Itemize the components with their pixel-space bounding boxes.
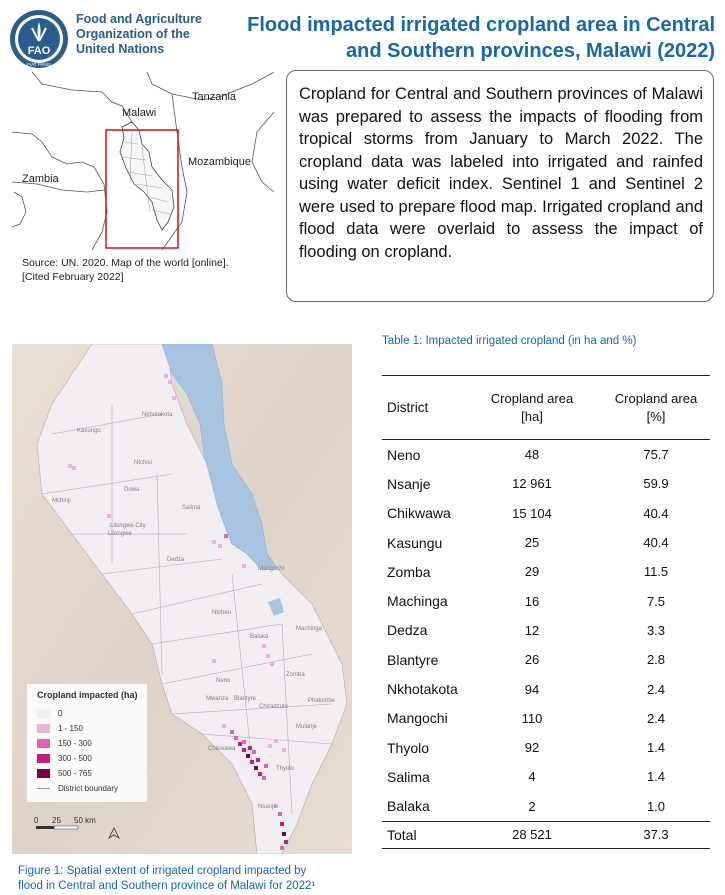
title-line-2: and Southern provinces, Malawi (2022): [346, 40, 715, 62]
table-row: [382, 440, 710, 469]
total-label: Total: [387, 826, 417, 843]
row-district: Mangochi: [387, 710, 448, 727]
source-line-1: Source: UN. 2020. Map of the world [online].: [22, 257, 229, 269]
page-title: [195, 12, 715, 64]
table-row: [382, 469, 710, 498]
row-district: Chikwawa: [387, 505, 451, 522]
row-area: 12 961: [512, 476, 552, 492]
place-label-nsanje: Nsanje: [258, 804, 277, 810]
table-caption: Table 1: Impacted irrigated cropland (in ha and %): [382, 335, 637, 347]
legend-label: 500 - 765: [58, 769, 92, 778]
row-pct: 7.5: [646, 593, 666, 609]
header-pct-line-2: [%]: [646, 408, 666, 424]
scale-tick-0: 0: [34, 816, 39, 825]
row-pct: 40.4: [643, 505, 669, 521]
place-label-mchinji: Mchinji: [52, 498, 71, 504]
place-label-nkhotakota: Nkhotakota: [142, 412, 173, 418]
legend-item: [37, 766, 147, 781]
place-label-thyolo: Thyolo: [276, 766, 295, 772]
row-district: Nkhotakota: [387, 681, 458, 698]
place-label-chiradzulu: Chiradzulu: [259, 704, 288, 710]
row-area: 110: [521, 710, 543, 726]
logo-motto: FIAT PANIS: [27, 62, 51, 67]
figure-caption-line-1: Figure 1: Spatial extent of irrigated cropland impacted by: [18, 865, 307, 877]
row-pct: 2.4: [646, 710, 666, 726]
description-text: Cropland for Central and Southern provinces of Malawi was prepared to assess the impacts of flooding from tropical storms from January to March 2022. The cropland data was labeled into irrigated and rainfed using water deficit index. Sentinel 1 and Sentinel 2 were used to prepare flood map. Irrigated cropland and flood data were overlaid to assess the impact of flooding on cropland.: [299, 85, 703, 261]
row-district: Dedza: [387, 622, 428, 639]
table-row: [382, 704, 710, 733]
table-row: [382, 616, 710, 645]
legend-title: Cropland impacted (ha): [37, 690, 138, 700]
label-mozambique: Mozambique: [188, 156, 251, 168]
row-area: 15 104: [512, 505, 552, 521]
description-box: [286, 70, 714, 302]
place-label-lilongwe: Lilongwe: [108, 531, 132, 537]
label-zambia: Zambia: [22, 173, 59, 185]
row-pct: 1.4: [646, 740, 666, 756]
place-label-dedza: Dedza: [167, 557, 185, 563]
table-row: [382, 586, 710, 615]
scale-tick-50: 50 km: [74, 816, 96, 825]
row-area: 4: [528, 769, 536, 785]
header-pct: [582, 390, 710, 426]
table-row: [382, 674, 710, 703]
impact-table: [382, 375, 710, 849]
legend-swatch: [37, 739, 50, 748]
org-line-2: Organization of the: [76, 27, 190, 41]
table-row: [382, 557, 710, 586]
inset-locator-map: [12, 72, 274, 250]
source-line-2: [Cited February 2022]: [22, 271, 124, 283]
place-label-phalombe: Phalombe: [308, 698, 336, 704]
row-area: 29: [524, 564, 540, 580]
table-row: [382, 733, 710, 762]
legend-item: [37, 781, 147, 796]
label-tanzania: Tanzania: [192, 91, 237, 103]
row-district: Neno: [387, 446, 421, 463]
header-pct-line-1: Cropland area: [614, 390, 698, 406]
row-area: 12: [524, 622, 540, 638]
row-district: Nsanje: [387, 475, 431, 492]
table-row: [382, 792, 710, 821]
header-area: [482, 390, 582, 426]
row-district: Balaka: [387, 798, 430, 815]
table-row: [382, 499, 710, 528]
north-arrow-icon: [109, 828, 119, 838]
legend-swatch: [37, 724, 50, 733]
row-area: 94: [524, 681, 540, 697]
row-pct: 75.7: [643, 447, 669, 463]
table-row: [382, 645, 710, 674]
legend-item: [37, 751, 147, 766]
legend-item: [37, 706, 147, 721]
org-line-1: Food and Agriculture: [76, 12, 202, 26]
legend-item: [37, 721, 147, 736]
total-area: 28 521: [512, 827, 552, 843]
row-district: Salima: [387, 768, 430, 785]
legend-swatch: [37, 754, 50, 763]
organization-name: [76, 12, 202, 57]
main-map: [12, 344, 352, 854]
table-total-row: [382, 821, 710, 849]
row-area: 2: [528, 798, 536, 814]
row-area: 16: [524, 593, 540, 609]
logo-text: FAO: [27, 45, 51, 57]
place-label-ntchisi: Ntchisi: [134, 460, 153, 466]
row-district: Blantyre: [387, 651, 439, 668]
table-header: [382, 376, 710, 440]
row-area: 25: [524, 535, 540, 551]
row-pct: 40.4: [643, 535, 669, 551]
legend-label: 150 - 300: [58, 739, 92, 748]
row-pct: 59.9: [643, 476, 669, 492]
figure-caption-line-2: flood in Central and Southern province of Malawi for 2022¹: [18, 880, 316, 892]
place-label-zomba: Zomba: [286, 672, 305, 678]
title-line-1: Flood impacted irrigated cropland area in Central: [247, 14, 715, 36]
table-row: [382, 762, 710, 791]
place-label-chikwawa: Chikwawa: [208, 746, 236, 752]
legend-swatch: [37, 769, 50, 778]
inset-source: [22, 256, 229, 284]
place-label-mwanza: Mwanza: [206, 696, 229, 702]
row-district: Kasungu: [387, 534, 443, 551]
place-label-lilongwe-city: Lilongwe City: [110, 523, 146, 529]
row-pct: 1.0: [646, 798, 666, 814]
label-malawi: Malawi: [122, 107, 157, 119]
row-area: 26: [524, 652, 540, 668]
place-label-blantyre: Blantyre: [234, 696, 257, 702]
table-row: [382, 528, 710, 557]
malawi-outline: [120, 122, 174, 230]
row-district: Thyolo: [387, 739, 430, 756]
row-pct: 2.8: [646, 652, 666, 668]
header-area-line-1: Cropland area: [490, 390, 574, 406]
row-district: Zomba: [387, 563, 431, 580]
place-label-salima: Salima: [182, 505, 201, 511]
row-pct: 1.4: [646, 769, 666, 785]
place-label-balaka: Balaka: [250, 634, 269, 640]
legend-label: 0: [58, 709, 63, 718]
legend-label: 300 - 500: [58, 754, 92, 763]
header-district: District: [387, 400, 429, 415]
figure-caption: [18, 864, 358, 894]
row-area: 92: [524, 740, 540, 756]
place-label-mulanje: Mulanje: [296, 724, 318, 730]
legend-label: 1 - 150: [58, 724, 83, 733]
scale-bar: [32, 814, 142, 846]
org-line-3: United Nations: [76, 42, 165, 56]
header-area-line-2: [ha]: [521, 408, 543, 424]
legend-boundary-label: District boundary: [58, 784, 119, 793]
row-area: 48: [524, 447, 540, 463]
place-label-dowa: Dowa: [124, 487, 140, 493]
legend-line: [37, 788, 50, 789]
map-legend: [27, 684, 147, 802]
row-pct: 2.4: [646, 681, 666, 697]
row-pct: 11.5: [643, 564, 669, 580]
place-label-kasungu: Kasungu: [77, 428, 101, 434]
fao-logo-icon: [8, 8, 70, 70]
place-label-neno: Neno: [216, 678, 231, 684]
place-label-mangochi: Mangochi: [258, 566, 285, 572]
place-label-ntcheu: Ntcheu: [212, 610, 232, 616]
row-pct: 3.3: [646, 622, 666, 638]
place-label-machinga: Machinga: [296, 626, 323, 632]
legend-swatch: [37, 709, 50, 718]
row-district: Machinga: [387, 593, 448, 610]
total-pct: 37.3: [643, 827, 669, 843]
legend-item: [37, 736, 147, 751]
scale-tick-25: 25: [52, 816, 61, 825]
